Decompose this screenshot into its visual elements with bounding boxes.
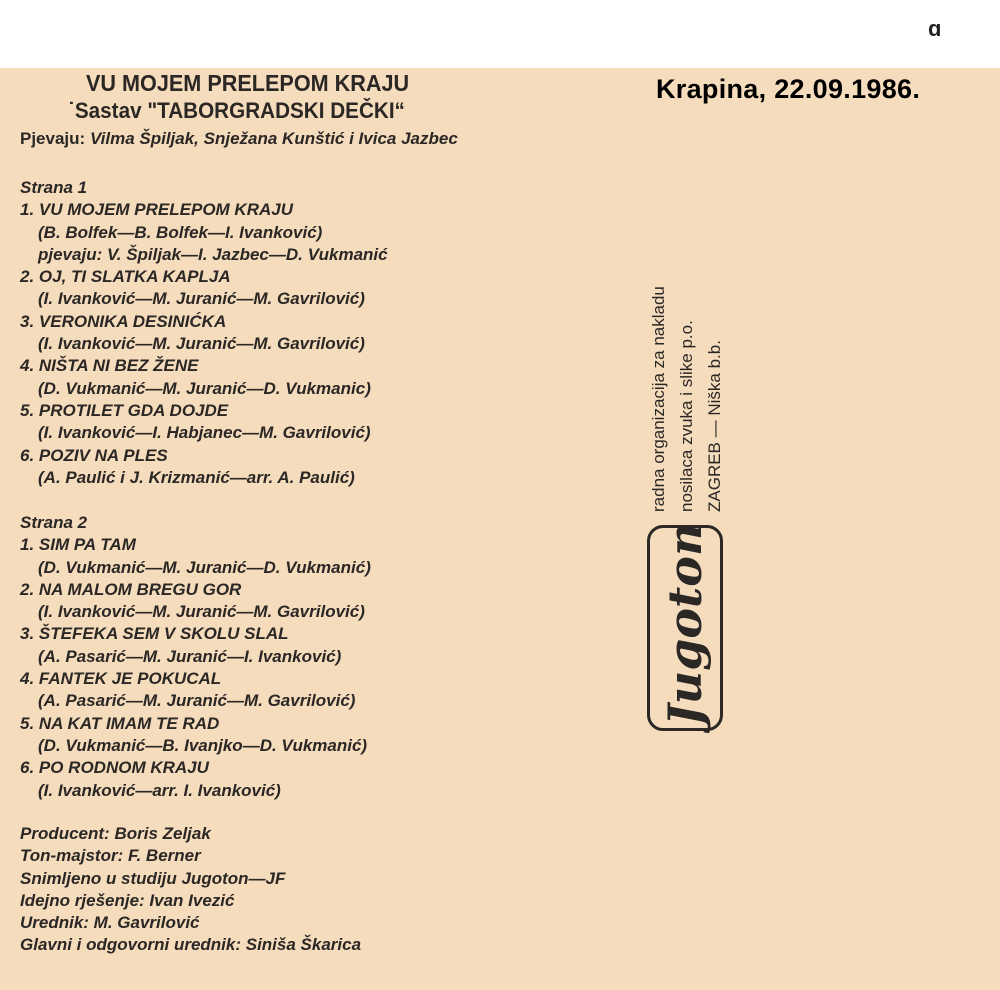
track-singers: pjevaju: V. Špiljak—I. Jazbec—D. Vukmanić — [38, 244, 388, 264]
singers-line — [20, 129, 458, 149]
track-title: 4. NIŠTA NI BEZ ŽENE — [20, 356, 199, 376]
track-title: 5. PROTILET GDA DOJDE — [20, 400, 229, 420]
side-label: Strana 2 — [20, 513, 88, 532]
jugoton-logo — [647, 522, 723, 731]
track-credit: (I. Ivanković—arr. I. Ivanković) — [38, 780, 281, 800]
track-credit: (A. Paulić i J. Krizmanić—arr. A. Paulić) — [38, 467, 355, 487]
track-title: 6. PO RODNOM KRAJU — [20, 758, 209, 778]
band-name: ˙Sastav "TABORGRADSKI DEČKI“ — [68, 98, 405, 123]
track-title: 6. POZIV NA PLES — [20, 445, 168, 465]
track-credit: (I. Ivanković—M. Juranić—M. Gavrilović) — [38, 334, 365, 354]
side-2-tracklist — [20, 512, 540, 802]
track-credit: (I. Ivanković—I. Habjanec—M. Gavrilović) — [38, 423, 371, 443]
singers-label: Pjevaju: — [20, 129, 86, 148]
track-title: 3. VERONIKA DESINIĆKA — [20, 311, 227, 331]
track-credit: (D. Vukmanić—M. Juranić—D. Vukmanić) — [38, 557, 371, 577]
track-credit: (I. Ivanković—M. Juranić—M. Gavrilović) — [38, 602, 365, 622]
track-title: 1. VU MOJEM PRELEPOM KRAJU — [20, 200, 293, 220]
track-credit: (I. Ivanković—M. Juranić—M. Gavrilović) — [38, 289, 365, 309]
track-credit: (A. Pasarić—M. Juranić—I. Ivanković) — [38, 646, 342, 666]
side-1-tracklist — [20, 177, 540, 489]
track-credit: (D. Vukmanić—B. Ivanjko—D. Vukmanić) — [38, 735, 368, 755]
jugoton-logo-text: Jugoton — [658, 522, 712, 726]
track-title: 3. ŠTEFEKA SEM V SKOLU SLAL — [20, 624, 289, 644]
track-credit: (D. Vukmanić—M. Juranić—D. Vukmanic) — [38, 378, 371, 398]
credit-line: Snimljeno u studiju Jugoton—JF — [20, 868, 286, 888]
track-title: 1. SIM PA TAM — [20, 535, 136, 555]
production-credits — [20, 823, 361, 957]
publisher-address: ZAGREB — Niška b.b. — [705, 340, 724, 512]
publisher-line-1: radna organizacija za nakladu — [649, 286, 668, 512]
credit-line: Urednik: M. Gavrilović — [20, 913, 200, 933]
credit-line: Idejno rješenje: Ivan Ivezić — [20, 890, 235, 910]
side-label: Strana 1 — [20, 178, 88, 197]
track-title: 5. NA KAT IMAM TE RAD — [20, 713, 220, 733]
singers-names: Vilma Špiljak, Snježana Kunštić i Ivica Jazbec — [89, 129, 458, 148]
publisher-line-2: nosilaca zvuka i slike p.o. — [677, 320, 696, 512]
credit-line: Producent: Boris Zeljak — [20, 824, 211, 843]
date-note: Krapina, 22.09.1986. — [656, 74, 921, 104]
credit-line: Glavni i odgovorni urednik: Siniša Škarica — [20, 935, 362, 955]
track-credit: (A. Pasarić—M. Juranić—M. Gavrilović) — [38, 691, 356, 711]
track-title: 2. OJ, TI SLATKA KAPLJA — [20, 267, 231, 287]
credit-line: Ton-majstor: F. Berner — [20, 846, 201, 866]
album-title: VU MOJEM PRELEPOM KRAJU — [86, 70, 410, 96]
track-title: 2. NA MALOM BREGU GOR — [20, 579, 242, 599]
track-credit: (B. Bolfek—B. Bolfek—I. Ivanković) — [38, 222, 323, 242]
corner-mark: ɑ — [928, 16, 942, 41]
track-title: 4. FANTEK JE POKUCAL — [20, 669, 222, 689]
